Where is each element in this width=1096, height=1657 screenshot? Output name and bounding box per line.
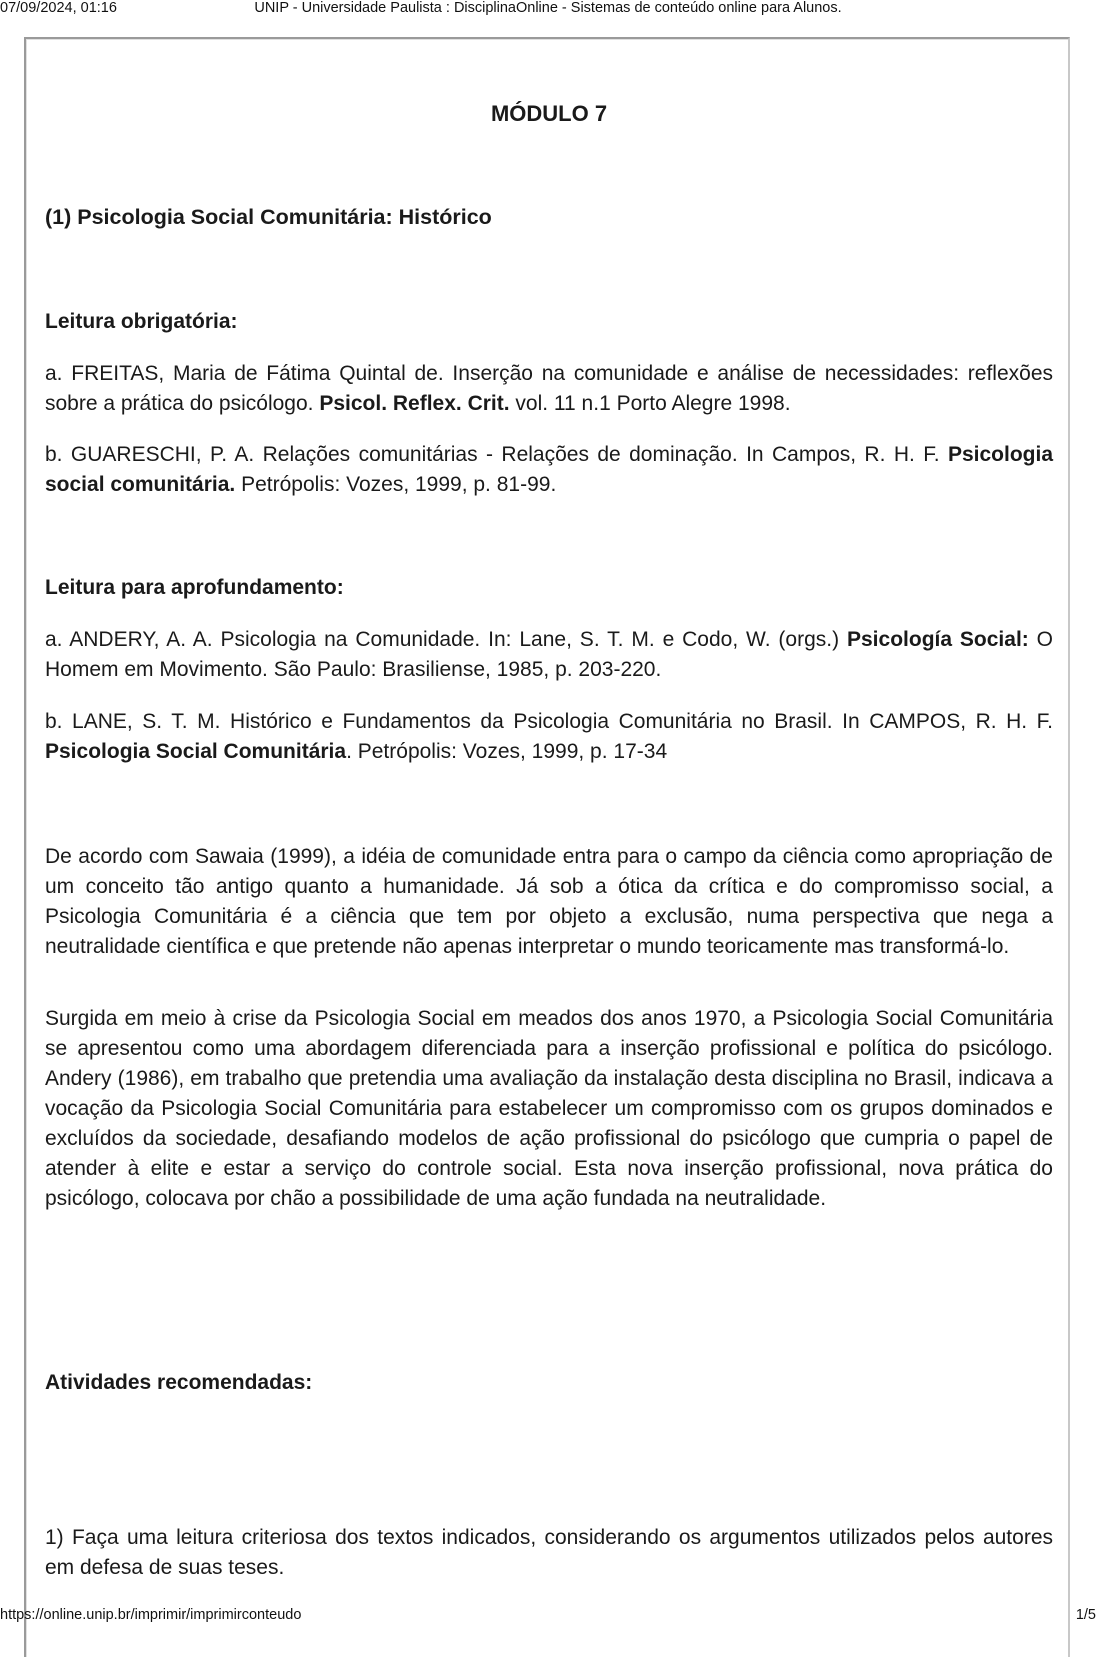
further-reading-heading: Leitura para aprofundamento:	[45, 576, 344, 599]
module-title: MÓDULO 7	[490, 101, 608, 126]
print-footer	[0, 1606, 1096, 1624]
body-paragraph: Surgida em meio à crise da Psicologia Social em meados dos anos 1970, a Psicologia Social Comunitária se apresentou como uma abordagem diferenciada para a inserção profissional e política do psicólogo. Andery (1986), em trabalho que pretendia uma avaliação da instalação desta disciplina no Brasil, indicava a vocação da Psicologia Social Comunitária para estabelecer um compromisso com os grupos dominados e excluídos da sociedade, desafiando modelos de ação profissional do psicólogo que cumpria o papel de atender à elite e estar a serviço do controle social. Esta nova inserção profissional, nova prática do psicólogo, colocava por chão a possibilidade de uma ação fundada na neutralidade.	[45, 1007, 1053, 1210]
print-header	[0, 0, 1096, 18]
print-page-title: UNIP - Universidade Paulista : DisciplinaOnline - Sistemas de conteúdo online para Alunos.	[254, 0, 842, 16]
activity-item: 1) Faça uma leitura criteriosa dos textos indicados, considerando os argumentos utilizados pelos autores em defesa de suas teses.	[45, 1526, 1053, 1579]
page-number: 1/5	[1075, 1607, 1096, 1623]
required-reading-heading: Leitura obrigatória:	[45, 310, 238, 333]
further-reading-item-a: a. ANDERY, A. A. Psicologia na Comunidade. In: Lane, S. T. M. e Codo, W. (orgs.) Psicología Social: O Homem em Movimento. São Paulo: Brasiliense, 1985, p. 203-220.	[45, 628, 1053, 681]
activities-heading: Atividades recomendadas:	[45, 1371, 313, 1394]
print-datetime: 07/09/2024, 01:16	[0, 0, 117, 16]
further-reading-item-b: b. LANE, S. T. M. Histórico e Fundamentos da Psicologia Comunitária no Brasil. In CAMPOS, R. H. F. Psicologia Social Comunitária. Petrópolis: Vozes, 1999, p. 17-34	[45, 710, 1053, 763]
section-title: (1) Psicologia Social Comunitária: Histórico	[45, 205, 492, 229]
body-paragraph: De acordo com Sawaia (1999), a idéia de comunidade entra para o campo da ciência como apropriação de um conceito tão antigo quanto a humanidade. Já sob a ótica da crítica e do compromisso social, a Psicologia Comunitária é a ciência que tem por objeto a exclusão, numa perspectiva que nega a neutralidade científica e que pretende não apenas interpretar o mundo teoricamente mas transformá-lo.	[45, 845, 1053, 958]
required-reading-item-a: a. FREITAS, Maria de Fátima Quintal de. Inserção na comunidade e análise de necessidades: reflexões sobre a prática do psicólogo. Psicol. Reflex. Crit. vol. 11 n.1 Porto Alegre 1998.	[45, 362, 1053, 415]
print-url: https://online.unip.br/imprimir/imprimirconteudo	[0, 1607, 302, 1623]
required-reading-item-b: b. GUARESCHI, P. A. Relações comunitárias - Relações de dominação. In Campos, R. H. F. Psicologia social comunitária. Petrópolis: Vozes, 1999, p. 81-99.	[45, 443, 1053, 496]
